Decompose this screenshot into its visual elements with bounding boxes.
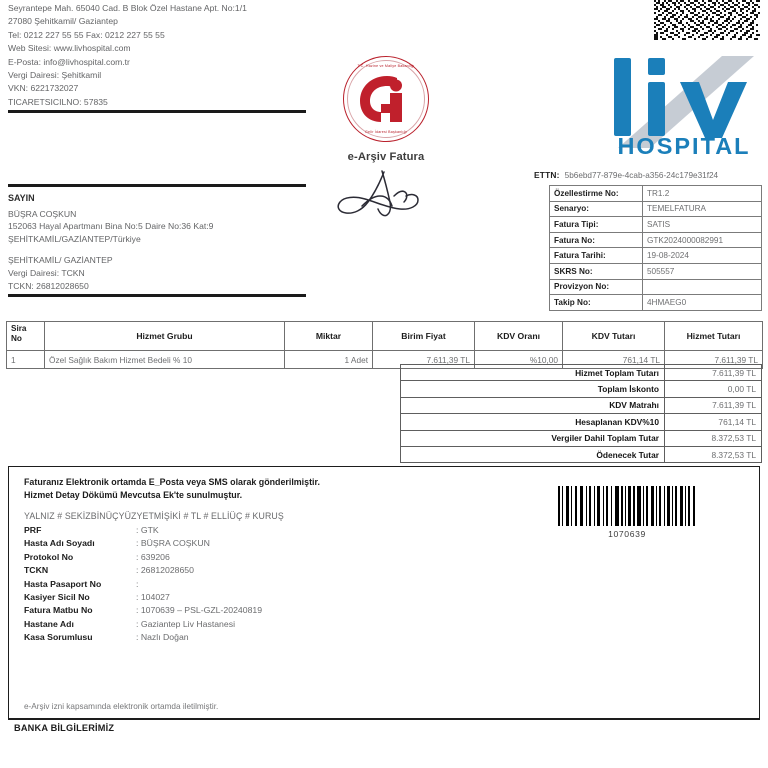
ettn-label: ETTN:	[534, 170, 560, 180]
seller-address-line: 27080 Şehitkamil/ Gaziantep	[8, 16, 118, 27]
total-value: 761,14 TL	[665, 414, 762, 430]
gib-seal-ring-bottom-text: Gelir İdaresi Başkanlığı	[365, 130, 407, 134]
col-header-vat-rate: KDV Oranı	[475, 322, 563, 351]
buyer-address-line1: 152063 Hayal Apartmanı Bina No:5 Daire No:36 Kat:9	[8, 221, 214, 232]
buyer-info-block	[8, 192, 318, 292]
detail-value: : Gaziantep Liv Hastanesi	[136, 618, 235, 631]
divider-rule-bottom	[8, 294, 306, 297]
meta-value: 19-08-2024	[643, 248, 762, 264]
qr-code-icon	[654, 0, 762, 40]
signature-mark	[332, 166, 438, 224]
total-label: KDV Matrahı	[401, 397, 665, 413]
barcode-block	[556, 486, 698, 539]
table-row	[550, 248, 762, 264]
table-row	[550, 201, 762, 217]
earsiv-transmission-note: e-Arşiv izni kapsamında elektronik ortamda iletilmiştir.	[24, 702, 219, 711]
cell-sira-no: 1	[7, 351, 45, 369]
ettn-row	[534, 170, 768, 180]
total-label: Hesaplanan KDV%10	[401, 414, 665, 430]
buyer-heading: SAYIN	[8, 193, 35, 203]
table-row	[401, 365, 762, 381]
divider-rule-middle	[8, 184, 306, 187]
total-label: Hizmet Toplam Tutarı	[401, 365, 665, 381]
liv-hospital-subtitle: HOSPITAL	[617, 133, 751, 159]
detail-value: : 104027	[136, 591, 170, 604]
cell-vat-amount: 761,14 TL	[563, 351, 665, 369]
total-value: 7.611,39 TL	[665, 397, 762, 413]
detail-key: Hasta Adı Soyadı	[24, 538, 95, 549]
earsiv-fatura-label: e-Arşiv Fatura	[347, 151, 425, 163]
line-items-table	[6, 321, 763, 369]
detail-value: : 26812028650	[136, 564, 194, 577]
seller-vkn-line: VKN: 6221732027	[8, 83, 79, 94]
bank-info-section	[8, 718, 760, 768]
col-header-service-total: Hizmet Tutarı	[665, 322, 763, 351]
patient-details-list	[24, 524, 444, 645]
table-row	[401, 414, 762, 430]
meta-value	[643, 279, 762, 295]
table-header-row	[7, 322, 763, 351]
amount-in-words: YALNIZ # SEKİZBİNÜÇYÜZYETMİŞİKİ # TL # ELLİÜÇ # KURUŞ	[24, 511, 284, 521]
total-label: Ödenecek Tutar	[401, 446, 665, 462]
table-row	[401, 446, 762, 462]
divider-rule-top	[8, 110, 306, 113]
total-label: Toplam İskonto	[401, 381, 665, 397]
cell-service-total: 7.611,39 TL	[665, 351, 763, 369]
meta-key: Fatura Tarihi:	[550, 248, 643, 264]
cell-quantity: 1 Adet	[285, 351, 373, 369]
gib-emblem-block	[338, 56, 434, 163]
footer-note-line1: Faturanız Elektronik ortamda E_Posta veya SMS olarak gönderilmiştir.	[24, 477, 320, 487]
list-item	[24, 604, 444, 617]
seller-email-line: E-Posta: info@livhospital.com.tr	[8, 56, 130, 67]
col-header-quantity: Miktar	[285, 322, 373, 351]
meta-key: Provizyon No:	[550, 279, 643, 295]
detail-key: Kasiyer Sicil No	[24, 592, 90, 603]
meta-value: TR1.2	[643, 186, 762, 202]
buyer-address-line2: ŞEHİTKAMİL/GAZİANTEP/Türkiye	[8, 233, 141, 244]
gib-seal-ring-top-text: T.C. Hazine ve Maliye Bakanlığı	[357, 63, 415, 68]
buyer-spacer	[8, 245, 318, 254]
table-row	[401, 430, 762, 446]
meta-key: Senaryo:	[550, 201, 643, 217]
col-header-sira-line1: Sira	[11, 324, 27, 333]
buyer-tckn: TCKN: 26812028650	[8, 280, 89, 291]
total-label: Vergiler Dahil Toplam Tutar	[401, 430, 665, 446]
table-row	[401, 397, 762, 413]
col-header-vat-amount: KDV Tutarı	[563, 322, 665, 351]
list-item	[24, 631, 444, 644]
buyer-tax-office: Vergi Dairesi: TCKN	[8, 267, 85, 278]
buyer-district: ŞEHİTKAMİL/ GAZİANTEP	[8, 255, 113, 266]
seller-phone-line: Tel: 0212 227 55 55 Fax: 0212 227 55 55	[8, 29, 165, 40]
bank-info-title: BANKA BİLGİLERİMİZ	[14, 723, 115, 733]
meta-key: Özellestirme No:	[550, 186, 643, 202]
list-item	[24, 578, 444, 591]
cell-unit-price: 7.611,39 TL	[373, 351, 475, 369]
invoice-meta-table	[549, 185, 762, 311]
seller-trade-registry-line: TICARETSICILNO: 57835	[8, 96, 108, 107]
detail-key: PRF	[24, 525, 42, 535]
detail-key: Protokol No	[24, 551, 74, 562]
seller-tax-office-line: Vergi Dairesi: Şehitkamil	[8, 70, 102, 81]
detail-key: Hasta Pasaport No	[24, 578, 102, 589]
total-value: 7.611,39 TL	[665, 365, 762, 381]
barcode-icon	[556, 486, 698, 526]
gib-seal-icon	[343, 56, 429, 142]
total-value: 8.372,53 TL	[665, 446, 762, 462]
table-row	[550, 263, 762, 279]
footer-note-line2: Hizmet Detay Dökümü Mevcutsa Ek'te sunulmuştur.	[24, 489, 243, 500]
total-value: 0,00 TL	[665, 381, 762, 397]
buyer-name: BÜŞRA COŞKUN	[8, 208, 77, 219]
table-row	[550, 217, 762, 233]
meta-value: 4HMAEG0	[643, 295, 762, 311]
meta-key: Takip No:	[550, 295, 643, 311]
list-item	[24, 618, 444, 631]
list-item	[24, 537, 444, 550]
table-row	[401, 381, 762, 397]
detail-key: Kasa Sorumlusu	[24, 632, 93, 643]
meta-key: Fatura Tipi:	[550, 217, 643, 233]
seller-website-line: Web Sitesi: www.livhospital.com	[8, 43, 131, 54]
detail-value	[136, 578, 138, 591]
col-header-sira-line2: No	[11, 333, 22, 343]
barcode-number: 1070639	[608, 529, 646, 539]
list-item	[24, 564, 444, 577]
seller-info-block	[8, 2, 338, 109]
meta-key: SKRS No:	[550, 263, 643, 279]
col-header-sira-no	[7, 322, 45, 351]
cell-vat-rate: %10,00	[475, 351, 563, 369]
list-item	[24, 524, 444, 537]
meta-key: Fatura No:	[550, 232, 643, 248]
seller-address-line: Seyrantepe Mah. 65040 Cad. B Blok Özel Hastane Apt. No:1/1	[8, 3, 247, 13]
meta-value: 505557	[643, 263, 762, 279]
detail-key: TCKN	[24, 565, 49, 576]
table-row	[550, 232, 762, 248]
col-header-service-group: Hizmet Grubu	[45, 322, 285, 351]
col-header-unit-price: Birim Fiyat	[373, 322, 475, 351]
table-row	[550, 295, 762, 311]
list-item	[24, 551, 444, 564]
total-value: 8.372,53 TL	[665, 430, 762, 446]
detail-value: : BÜŞRA COŞKUN	[136, 537, 210, 550]
detail-value: : 639206	[136, 551, 170, 564]
ettn-value: 5b6ebd77-879e-4cab-a356-24c179e31f24	[564, 171, 719, 180]
cell-service-group: Özel Sağlık Bakım Hizmet Bedeli % 10	[45, 351, 285, 369]
detail-value: : 1070639 – PSL-GZL-20240819	[136, 604, 262, 617]
detail-value: : GTK	[136, 524, 159, 537]
gib-g-glyph-icon	[357, 74, 415, 124]
detail-key: Fatura Matbu No	[24, 605, 93, 616]
totals-table	[400, 364, 762, 463]
detail-value: : Nazlı Doğan	[136, 631, 189, 644]
table-row	[550, 186, 762, 202]
meta-value: TEMELFATURA	[643, 201, 762, 217]
detail-key: Hastane Adı	[24, 618, 74, 629]
list-item	[24, 591, 444, 604]
footer-note-heading	[24, 476, 494, 501]
meta-value: SATIS	[643, 217, 762, 233]
meta-value: GTK2024000082991	[643, 232, 762, 248]
table-row	[550, 279, 762, 295]
